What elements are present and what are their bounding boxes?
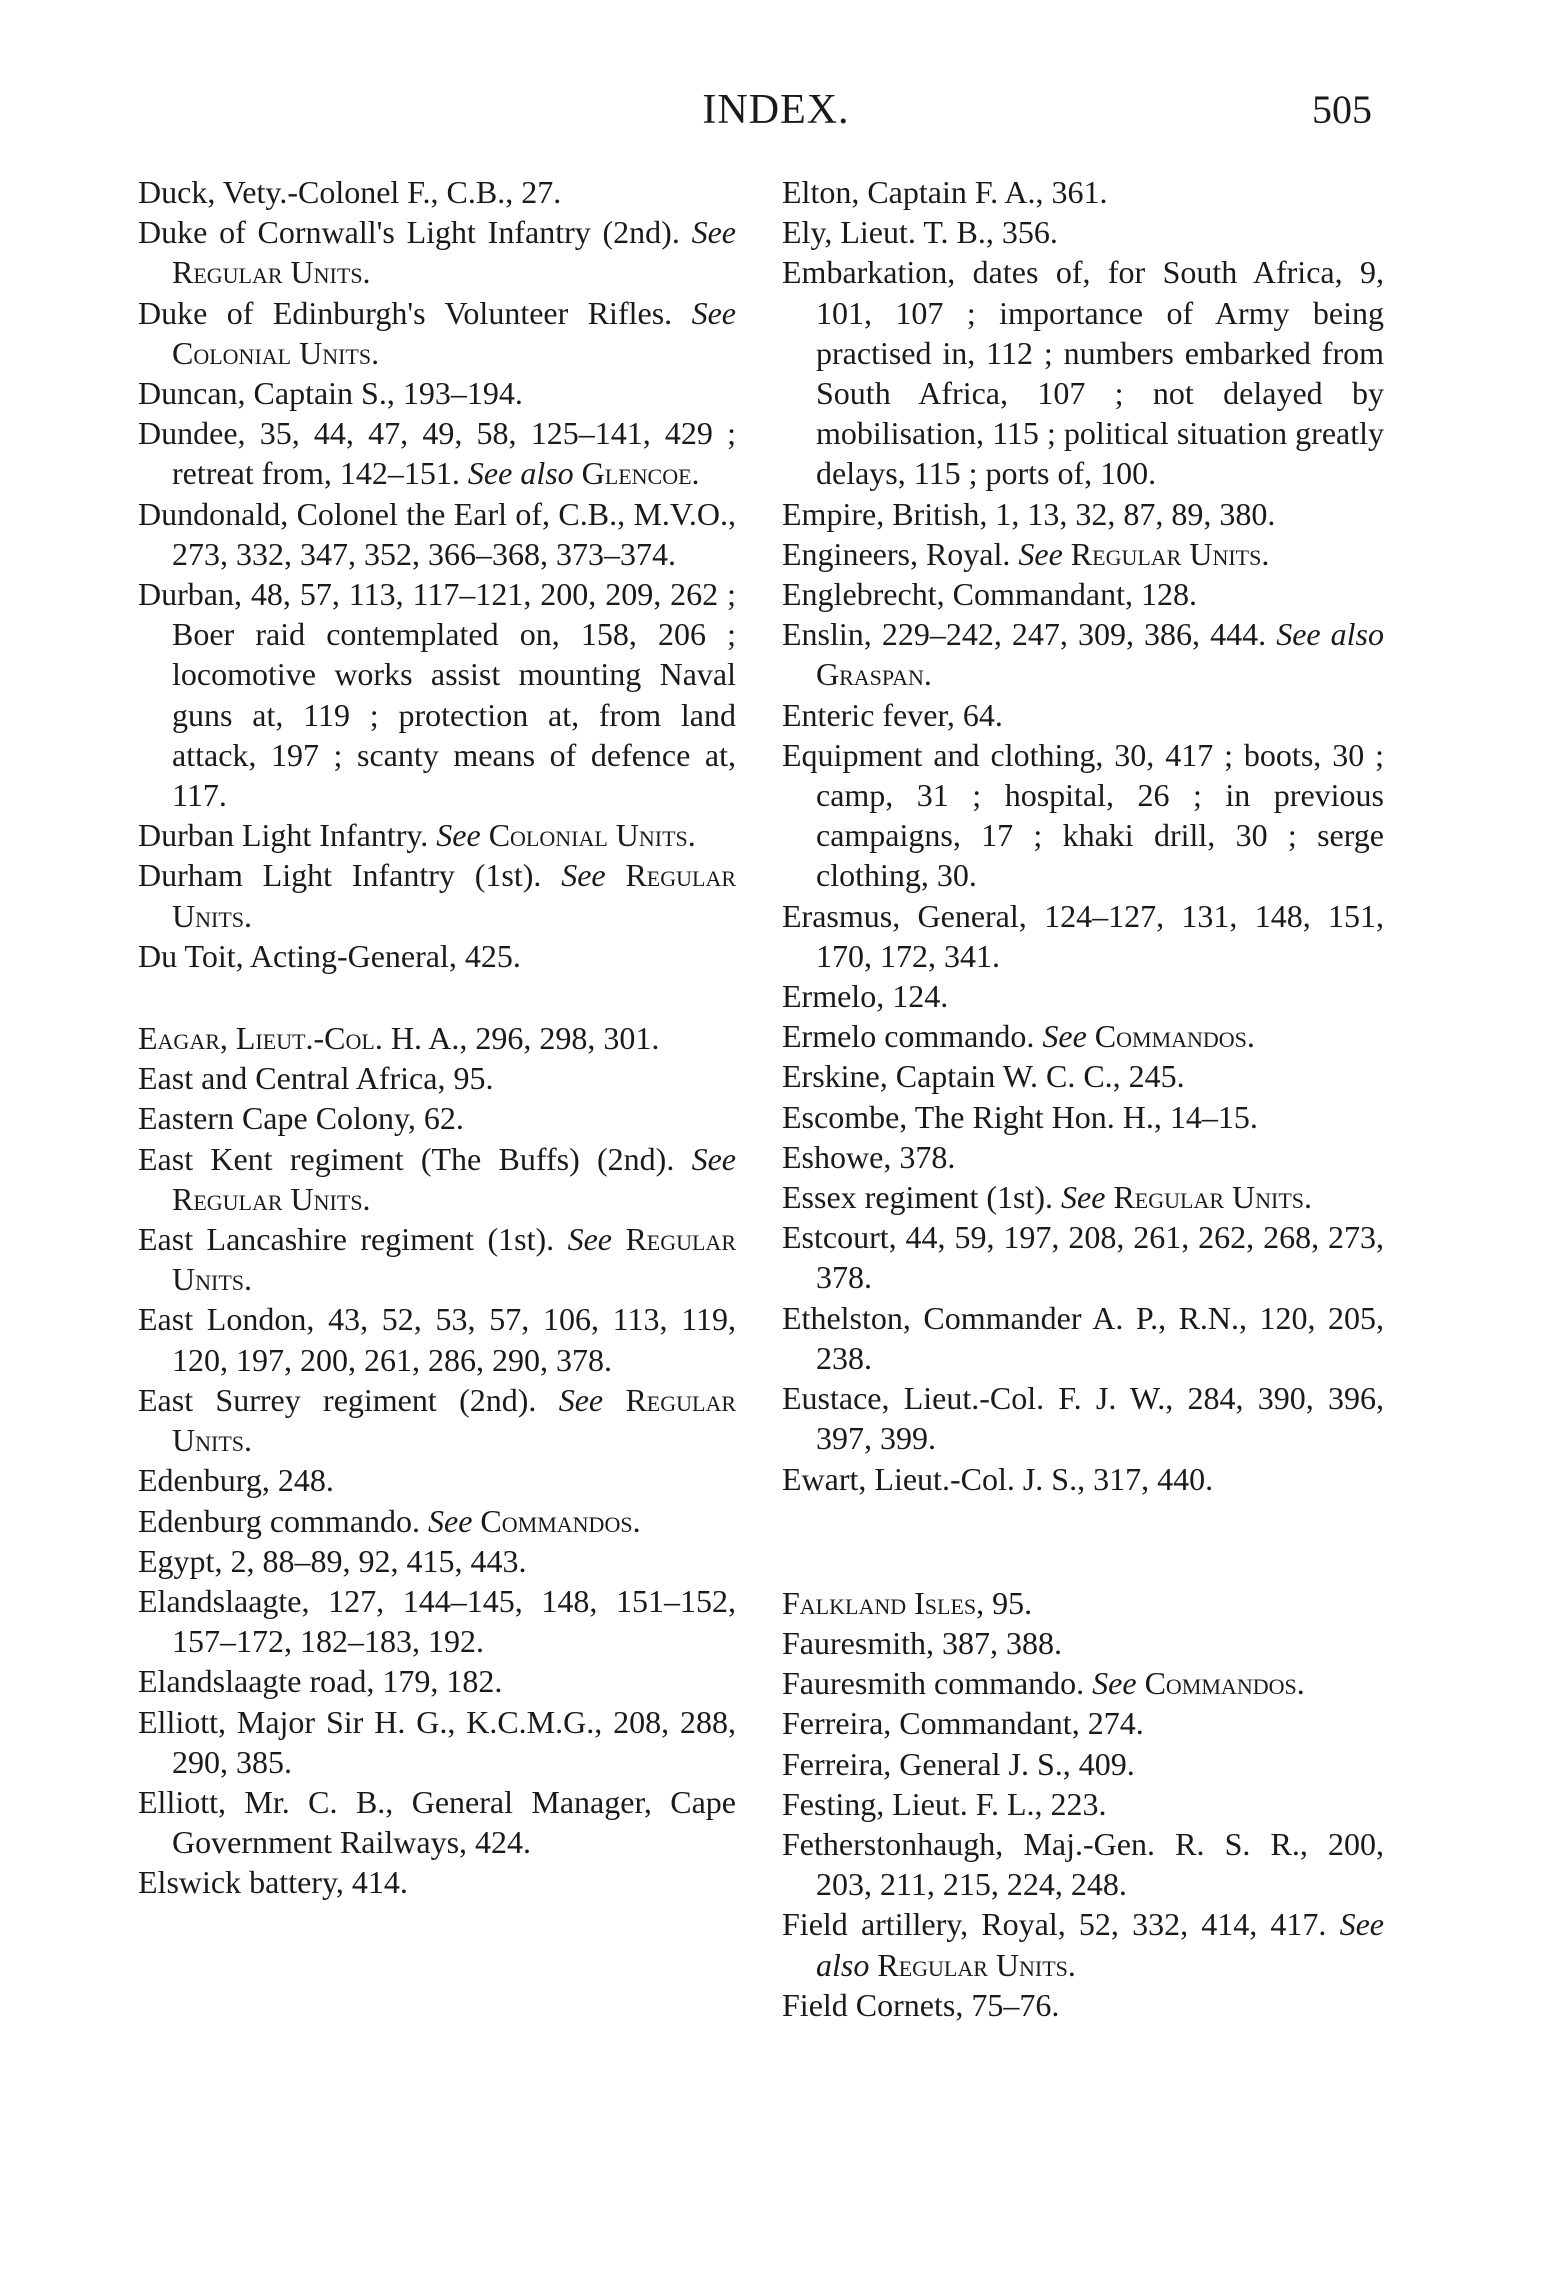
page-title: INDEX. <box>702 87 850 133</box>
see-reference-label: See <box>567 1221 612 1258</box>
entry-text: Du Toit, Acting-General, 425. <box>138 937 521 974</box>
entry-text: H. A., 296, 298, 301. <box>382 1020 660 1057</box>
see-reference-label: See <box>436 817 481 854</box>
entry-text: Enteric fever, 64. <box>782 696 1003 733</box>
index-entry <box>138 172 736 212</box>
entry-text: Duke of Cornwall's Light Infantry (2nd). <box>138 214 692 251</box>
see-reference-label: See <box>691 214 736 251</box>
entry-text: East Kent regiment (The Buffs) (2nd). <box>138 1140 692 1177</box>
entry-text: Fauresmith, 387, 388. <box>782 1624 1062 1661</box>
index-column-right <box>782 172 1384 2025</box>
cross-reference: Regular Units. <box>172 1381 737 1459</box>
entry-text: Durban Light Infantry. <box>138 817 437 854</box>
entry-text: Englebrecht, Commandant, 128. <box>782 576 1198 613</box>
see-reference-label: See <box>1061 1179 1106 1216</box>
entry-text <box>1087 1018 1095 1054</box>
index-entry <box>138 1862 736 1902</box>
cross-reference: Commandos. <box>1144 1665 1305 1702</box>
entry-text: Duck, Vety.-Colonel F., C.B., 27. <box>138 174 562 210</box>
entry-text: East Surrey regiment (2nd). <box>138 1381 559 1418</box>
entry-text: Elliott, Major Sir H. G., K.C.M.G., 208, 288, 290, 385. <box>138 1703 736 1780</box>
index-entry <box>782 1177 1384 1217</box>
index-entry <box>138 373 736 413</box>
entry-text: Ely, Lieut. T. B., 356. <box>782 214 1058 251</box>
index-entry <box>138 1661 736 1701</box>
entry-text: Erskine, Captain W. C. C., 245. <box>782 1058 1185 1095</box>
entry-text: Field artillery, Royal, 52, 332, 414, 417. <box>782 1906 1340 1943</box>
index-entry <box>138 293 736 373</box>
entry-text: Engineers, Royal. <box>782 535 1019 572</box>
entry-text: Durham Light Infantry (1st). <box>138 857 562 894</box>
cross-reference: Commandos. <box>480 1502 641 1539</box>
entry-text: Egypt, 2, 88–89, 92, 415, 443. <box>138 1542 527 1579</box>
cross-reference: Colonial Units. <box>172 334 380 371</box>
entry-text: Enslin, 229–242, 247, 309, 386, 444. <box>782 616 1277 653</box>
index-entry <box>138 1541 736 1581</box>
index-entry <box>138 1782 736 1862</box>
index-entry <box>138 1380 736 1460</box>
entry-text <box>606 857 626 893</box>
entry-text: Elandslaagte, 127, 144–145, 148, 151–152, 157–172, 182–183, 192. <box>138 1582 736 1660</box>
index-entry <box>782 1904 1384 1984</box>
index-entry <box>138 1501 736 1541</box>
index-column-left <box>138 172 736 1903</box>
cross-reference: Regular Units. <box>1113 1179 1313 1216</box>
index-entry <box>138 855 736 935</box>
index-section <box>138 1018 736 1902</box>
entry-text: Embarkation, dates of, for South Africa, 9, 101, 107 ; importance of Army being practised in, 112 ; numbers embarked from South Africa, 107 ; not delayed by mobilisation, 115 ; political situation greatly delays, 115 ; ports of, 100. <box>782 254 1384 492</box>
index-entry <box>138 1098 736 1138</box>
entry-text: Dundee, 35, 44, 47, 49, 58, 125–141, 429 ; retreat from, 142–151. <box>138 415 736 492</box>
cross-reference: Regular Units. <box>172 1221 736 1298</box>
index-section <box>782 1583 1384 2025</box>
entry-text: Escombe, The Right Hon. H., 14–15. <box>782 1098 1258 1135</box>
index-entry <box>782 614 1384 694</box>
index-entry <box>782 1016 1384 1056</box>
index-entry <box>138 1460 736 1500</box>
entry-text: Fetherstonhaugh, Maj.-Gen. R. S. R., 200, 203, 211, 215, 224, 248. <box>782 1825 1384 1903</box>
see-reference-label: See <box>561 857 606 894</box>
index-entry <box>138 1702 736 1782</box>
cross-reference: Falkland Isles <box>782 1584 977 1621</box>
index-entry <box>782 574 1384 614</box>
entry-text: East Lancashire regiment (1st). <box>138 1221 568 1258</box>
index-entry <box>138 936 736 976</box>
index-entry <box>782 1744 1384 1784</box>
index-entry <box>138 815 736 855</box>
index-entry <box>782 1217 1384 1297</box>
cross-reference: Eagar, Lieut.-Col. <box>138 1020 383 1057</box>
see-reference-label: See also <box>1276 616 1385 653</box>
entry-text <box>1137 1665 1145 1701</box>
cross-reference: Regular Units. <box>877 1946 1076 1983</box>
see-reference-label: See <box>428 1502 473 1539</box>
entry-text: Ethelston, Commander A. P., R.N., 120, 205, 238. <box>782 1299 1384 1376</box>
cross-reference: Regular Units. <box>172 857 737 934</box>
entry-text: Elswick battery, 414. <box>138 1864 408 1901</box>
index-entry <box>782 1097 1384 1137</box>
index-entry <box>782 1137 1384 1177</box>
see-reference-label: See <box>1042 1018 1087 1055</box>
index-entry <box>782 976 1384 1016</box>
index-entry <box>782 1985 1384 2025</box>
index-entry <box>782 896 1384 976</box>
index-entry <box>782 695 1384 735</box>
entry-text <box>612 1221 625 1257</box>
entry-text: Eshowe, 378. <box>782 1138 956 1175</box>
entry-text <box>1063 536 1071 572</box>
entry-text: Ewart, Lieut.-Col. J. S., 317, 440. <box>782 1460 1214 1497</box>
entry-text: Duncan, Captain S., 193–194. <box>138 375 523 412</box>
index-entry <box>782 534 1384 574</box>
entry-text: Elton, Captain F. A., 361. <box>782 174 1108 210</box>
entry-text: Eastern Cape Colony, 62. <box>138 1100 464 1137</box>
index-entry <box>782 735 1384 896</box>
entry-text: Fauresmith commando. <box>782 1665 1093 1702</box>
entry-text: Eustace, Lieut.-Col. F. J. W., 284, 390, 396, 397, 399. <box>782 1380 1384 1457</box>
index-section <box>138 172 736 976</box>
index-entry <box>782 172 1384 212</box>
entry-text <box>574 455 582 491</box>
entry-text: East London, 43, 52, 53, 57, 106, 113, 119, 120, 197, 200, 261, 286, 290, 378. <box>138 1301 736 1378</box>
index-entry <box>782 1703 1384 1743</box>
index-entry <box>782 1663 1384 1703</box>
index-entry <box>782 1583 1384 1623</box>
index-entry <box>138 1299 736 1379</box>
entry-text: Estcourt, 44, 59, 197, 208, 261, 262, 268, 273, 378. <box>782 1219 1384 1296</box>
entry-text: Erasmus, General, 124–127, 131, 148, 151, 170, 172, 341. <box>782 897 1384 974</box>
entry-text: Ferreira, General J. S., 409. <box>782 1745 1135 1782</box>
cross-reference: Commandos. <box>1094 1018 1255 1055</box>
index-entry <box>782 1824 1384 1904</box>
index-entry <box>782 1623 1384 1663</box>
cross-reference: Colonial Units. <box>488 817 696 854</box>
entry-text: Duke of Edinburgh's Volunteer Rifles. <box>138 294 692 331</box>
see-reference-label: See <box>691 294 736 331</box>
entry-text: Essex regiment (1st). <box>782 1179 1062 1216</box>
entry-text: Festing, Lieut. F. L., 223. <box>782 1785 1107 1822</box>
index-entry <box>782 1378 1384 1458</box>
entry-text: Edenburg, 248. <box>138 1462 334 1499</box>
entry-text: , 95. <box>976 1584 1033 1621</box>
see-reference-label: See <box>691 1140 736 1177</box>
see-reference-label: See <box>1092 1665 1137 1702</box>
entry-text: Equipment and clothing, 30, 417 ; boots, 30 ; camp, 31 ; hospital, 26 ; in previous campaigns, 17 ; khaki drill, 30 ; serge clothing, 30. <box>782 736 1384 894</box>
entry-text <box>481 817 489 853</box>
cross-reference: Regular Units. <box>172 254 371 291</box>
entry-text: Ferreira, Commandant, 274. <box>782 1705 1144 1742</box>
index-entry <box>138 1058 736 1098</box>
index-entry <box>782 1459 1384 1499</box>
entry-text: East and Central Africa, 95. <box>138 1060 494 1097</box>
cross-reference: Glencoe. <box>581 455 700 492</box>
index-entry <box>782 1784 1384 1824</box>
see-reference-label: See also <box>816 1906 1384 1983</box>
entry-text: Elliott, Mr. C. B., General Manager, Cape Government Railways, 424. <box>138 1783 736 1861</box>
index-entry <box>782 1056 1384 1096</box>
see-reference-label: See <box>558 1381 604 1418</box>
entry-text: Field Cornets, 75–76. <box>782 1986 1060 2023</box>
entry-text: Ermelo commando. <box>782 1018 1043 1055</box>
cross-reference: Regular Units. <box>172 1180 371 1217</box>
see-reference-label: See also <box>467 455 574 492</box>
index-entry <box>138 574 736 815</box>
entry-text: Edenburg commando. <box>138 1502 429 1539</box>
index-section <box>782 172 1384 1499</box>
index-entry <box>782 1298 1384 1378</box>
page-number: 505 <box>1312 87 1372 132</box>
cross-reference: Regular Units. <box>1070 535 1270 572</box>
index-entry <box>138 413 736 493</box>
index-entry <box>138 1018 736 1058</box>
index-entry <box>138 212 736 292</box>
entry-text: Elandslaagte road, 179, 182. <box>138 1663 503 1700</box>
entry-text: Durban, 48, 57, 113, 117–121, 200, 209, 262 ; Boer raid contemplated on, 158, 206 ; locomotive works assist mounting Naval guns at, 119 ; protection at, from land attack, 197 ; scanty means of defence at, 117. <box>138 576 736 814</box>
index-entry <box>782 252 1384 493</box>
entry-text <box>603 1382 625 1418</box>
index-entry <box>138 1139 736 1219</box>
entry-text: Ermelo, 124. <box>782 978 949 1015</box>
cross-reference: Graspan. <box>816 656 932 693</box>
index-entry <box>782 494 1384 534</box>
entry-text: Empire, British, 1, 13, 32, 87, 89, 380. <box>782 495 1276 532</box>
see-reference-label: See <box>1018 535 1063 572</box>
index-entry <box>138 1581 736 1661</box>
entry-text: Dundonald, Colonel the Earl of, C.B., M.V.O., 273, 332, 347, 352, 366–368, 373–374. <box>138 495 736 572</box>
index-entry <box>138 1219 736 1299</box>
index-entry <box>138 494 736 574</box>
index-entry <box>782 212 1384 252</box>
